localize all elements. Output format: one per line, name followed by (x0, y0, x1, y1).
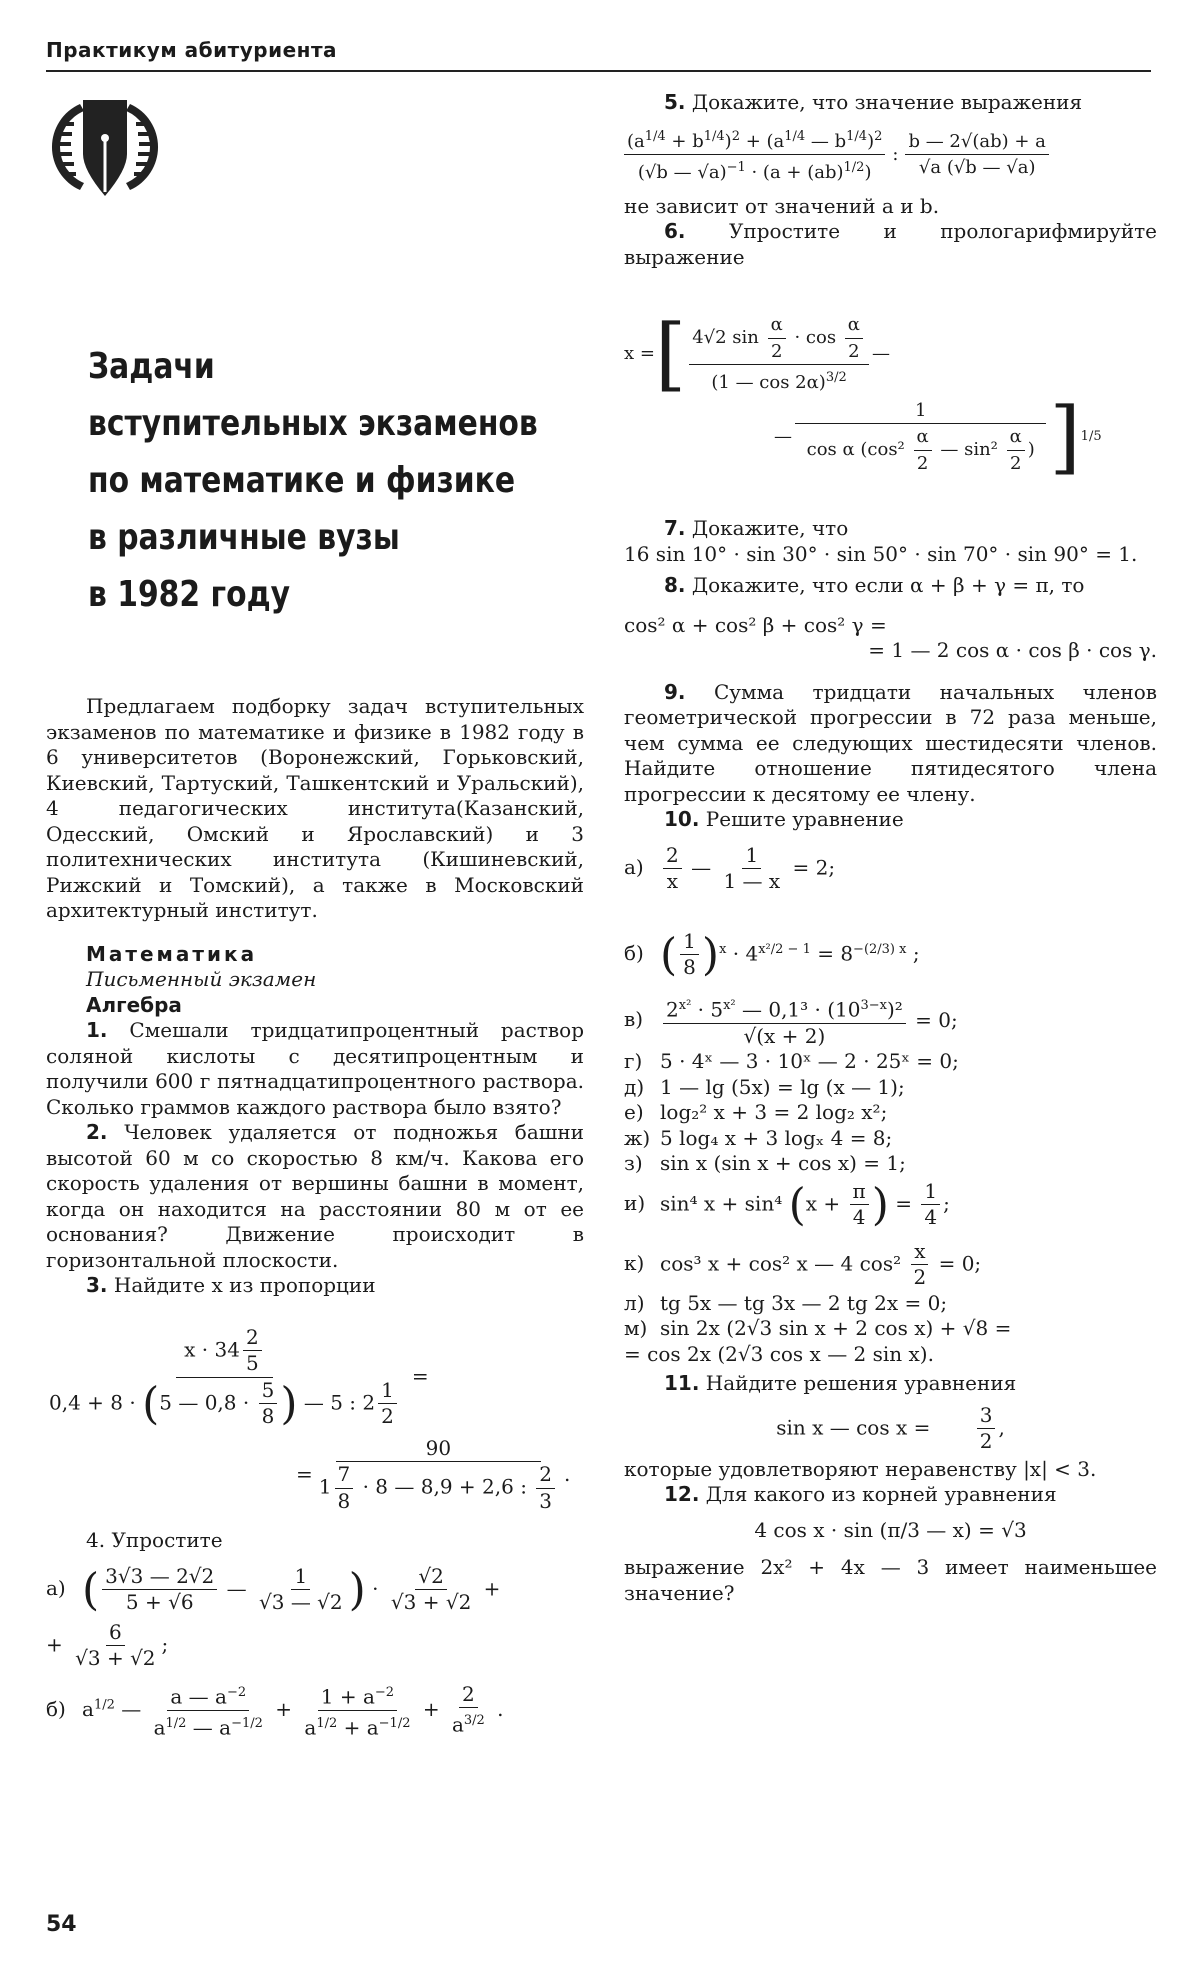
problem-number: 9. (664, 679, 686, 704)
problem-1 (46, 1018, 584, 1120)
formula-10a: а) $\frac{2}{x}$ — $\frac{1}{1 — x}$ = 2; (624, 842, 836, 893)
problem-number: 8. (664, 573, 686, 597)
formula-4b: б) $a^{1/2}$ — $\frac{a — a^{-2}}{a^{1/2} — a^{-1/2}}$ + $\frac{1 + a^{-2}}{a^{1/2} + a^{-1/2}}$ + $\frac{2}{a^{3/2}}$ . (46, 1680, 584, 1741)
problem-number: 11. (664, 1371, 700, 1396)
formula-text: 1 — lg (5x) = lg (x — 1); (660, 1074, 905, 1099)
title-line: в различные вузы (88, 517, 400, 558)
problem-text: Найдите решения уравнения (705, 1371, 1017, 1396)
problem-9 (624, 680, 1157, 808)
problem-text: Докажите, что если α + β + γ = π, то (691, 573, 1085, 597)
formula-10l (624, 1291, 1157, 1317)
formula-8-line2: = 1 — 2 cos α · cos β · cos γ. (868, 638, 1157, 662)
item-label: к) (624, 1251, 645, 1276)
item-label: з) (624, 1151, 643, 1176)
problem-3 (46, 1273, 584, 1299)
header-rule (46, 70, 1151, 72)
formula-10g (624, 1049, 1157, 1075)
problem-text: Докажите, что (691, 516, 849, 540)
problem-text: Упростите (111, 1528, 223, 1552)
formula-10b: б) ( $\frac{1}{8}$ )$^x \cdot 4^{x^2/2 - 1} = 8^{-(2/3) x}$ ; (624, 928, 920, 980)
item-label: м) (624, 1316, 648, 1341)
item-label: в) (624, 1007, 644, 1032)
formula-11: sin x — cos x = $\frac{3}{2}$ , (776, 1402, 1005, 1454)
problem-5-tail: не зависит от значений a и b. (624, 193, 940, 218)
formula-7: 16 sin 10° · sin 30° · sin 50° · sin 70° · sin 90° = 1. (624, 541, 1138, 566)
problem-7 (624, 516, 1157, 542)
formula-10e (624, 1100, 1157, 1126)
formula-text: 5 · 4ˣ — 3 · 10ˣ — 2 · 25ˣ = 0; (660, 1049, 959, 1074)
problem-number: 12. (664, 1482, 700, 1507)
formula-text: sin x (sin x + cos x) = 1; (660, 1151, 906, 1176)
problem-10 (624, 807, 1157, 833)
formula-6: x = [ 4√2 sin $\frac{\alpha}{2}$ · cos $\frac{\alpha}{2}$ (1 — cos 2α)$^{3/2}$ — — 1 cos α (cos² $\frac{\alpha}{2}$ — sin² $\frac{\alpha}{2}$ ) ] 1/5 (624, 306, 1102, 483)
intro-paragraph: Предлагаем подборку задач вступительных экзаменов по математике и физике в 1982 году в 6 университетов (Воронежский, Горьковский, Киевский, Тартуский, Ташкентский и Уральский), 4 педагогических института(Казанский, Одесский, Омский и Ярославский) и 3 политехнических института (Кишиневский, Рижский и Томский), а также в Московский архитектурный институт. (46, 694, 584, 922)
problem-5 (624, 90, 1157, 116)
problem-12 (624, 1482, 1157, 1508)
problem-text: Упростите и прологарифмируйте выражение (624, 219, 1158, 269)
formula-10z (624, 1151, 1157, 1177)
section-heading: Математика (86, 941, 258, 966)
item-label: б) (624, 941, 644, 965)
formula-10zh (624, 1126, 1157, 1152)
problem-12-tail: выражение 2x² + 4x — 3 имеет наименьшее значение? (624, 1555, 1157, 1605)
subsection-heading: Письменный экзамен (86, 967, 317, 991)
problem-text: Человек удаляется от подножья башни высотой 60 м со скоростью 8 км/ч. Какова его скорость удаления от вершины башни в момент, когда он находится на расстоянии 80 м от ее основания? Движение происходит в горизонтальной плоскости. (46, 1120, 584, 1272)
formula-10k: к) cos³ x + cos² x — 4 cos² $\frac{x}{2}$ = 0; (624, 1238, 982, 1290)
title-line: по математике и физике (88, 460, 516, 501)
left-column (46, 694, 584, 1741)
problem-text: Докажите, что значение выражения (691, 90, 1083, 114)
problem-number: 7. (664, 516, 686, 540)
item-label: г) (624, 1049, 643, 1074)
problem-8 (624, 573, 1157, 599)
page-number: 54 (46, 1912, 77, 1937)
problem-11-tail: которые удовлетворяют неравенству |x| < 3. (624, 1456, 1097, 1481)
item-label: а) (624, 855, 644, 879)
title-line: Задачи (88, 346, 215, 387)
formula-text: tg 5x — tg 3x — 2 tg 2x = 0; (660, 1290, 948, 1315)
formula-text: log₂² x + 3 = 2 log₂ x²; (660, 1100, 888, 1125)
formula-10m (624, 1316, 1157, 1342)
right-column (624, 90, 1157, 1606)
title-line: вступительных экзаменов (88, 403, 538, 444)
item-label: д) (624, 1074, 645, 1099)
algebra-heading: Алгебра (86, 992, 182, 1017)
item-label: ж) (624, 1125, 651, 1150)
problem-text: Сумма тридцати начальных членов геометрической прогрессии в 72 раза меньше, чем сумма ее следующих шестидесяти членов. Найдите отношение пятидесятого члена прогрессии к десятому ее члену. (624, 679, 1158, 806)
formula-text: sin 2x (2√3 sin x + 2 cos x) + √8 = (660, 1316, 1012, 1341)
formula-text: 5 log₄ x + 3 logₓ 4 = 8; (660, 1125, 893, 1150)
formula-4a: а) ( $\frac{3√3 — 2√2}{5 + √6}$ — $\frac{1}{√3 — √2}$ ) · $\frac{√2}{√3 + √2}$ + + $\frac{6}{√3 + √2}$ ; (46, 1563, 501, 1670)
problem-number: 5. (664, 90, 686, 114)
item-label: л) (624, 1290, 645, 1315)
problem-number: 10. (664, 807, 700, 831)
formula-3: x · 34 $\frac{2}{5}$ 0,4 + 8 · (5 — 0,8 · $\frac{5}{8}$ ) — 5 : 2 $\frac{1}{2}$ = = 90 1 $\frac{7}{8}$ · 8 — 8,9 + 2,6 : $\frac{2}{3}$ . (49, 1324, 571, 1513)
item-label: е) (624, 1100, 644, 1125)
item-label: а) (46, 1576, 66, 1600)
running-header: Практикум абитуриента (46, 38, 338, 62)
problem-number: 4. (86, 1528, 106, 1552)
formula-8-line1: cos² α + cos² β + cos² γ = (624, 612, 887, 637)
problem-text: Решите уравнение (705, 807, 904, 831)
item-label: б) (46, 1696, 66, 1721)
problem-2 (46, 1120, 584, 1273)
formula-12: 4 cos x · sin (π/3 — x) = √3 (754, 1517, 1027, 1542)
problem-text: Смешали тридцатипроцентный раствор соляной кислоты с десятипроцентным и получили 600 г пятнадцатипроцентного раствора. Сколько граммов каждого раствора было взято? (46, 1018, 585, 1119)
title-line: в 1982 году (88, 574, 291, 615)
problem-text: Найдите x из пропорции (113, 1273, 376, 1297)
problem-number: 2. (86, 1120, 108, 1144)
problem-4 (46, 1528, 584, 1554)
formula-10i: и) sin⁴ x + sin⁴ (x + $\frac{\pi}{4}$ ) = $\frac{1}{4}$ ; (624, 1178, 950, 1230)
pen-nib-emblem-icon (50, 92, 160, 202)
problem-6 (624, 219, 1157, 270)
problem-number: 6. (664, 219, 686, 243)
formula-10d (624, 1075, 1157, 1101)
item-label: и) (624, 1191, 646, 1216)
problem-number: 1. (86, 1018, 108, 1042)
problem-number: 3. (86, 1273, 108, 1297)
problem-text: Для какого из корней уравнения (705, 1482, 1057, 1507)
formula-10v: в) $\frac{2^{x^2} \cdot 5^{x^2} — 0,1^3 \cdot (10^{3-x})^2}{√(x + 2)}$ = 0; (624, 993, 1157, 1050)
article-title (88, 338, 566, 623)
formula-5: $\frac{(a^{1/4} + b^{1/4})^2 + (a^{1/4} — b^{1/4})^2}{(√b — √a)^{-1} \cdot (a + (ab)^{1/2})}$ : $\frac{b — 2√(ab) + a}{√a (√b — √a)}$ (624, 124, 1157, 186)
formula-10m-line2: = cos 2x (2√3 cos x — 2 sin x). (624, 1341, 934, 1366)
problem-11 (624, 1371, 1157, 1397)
